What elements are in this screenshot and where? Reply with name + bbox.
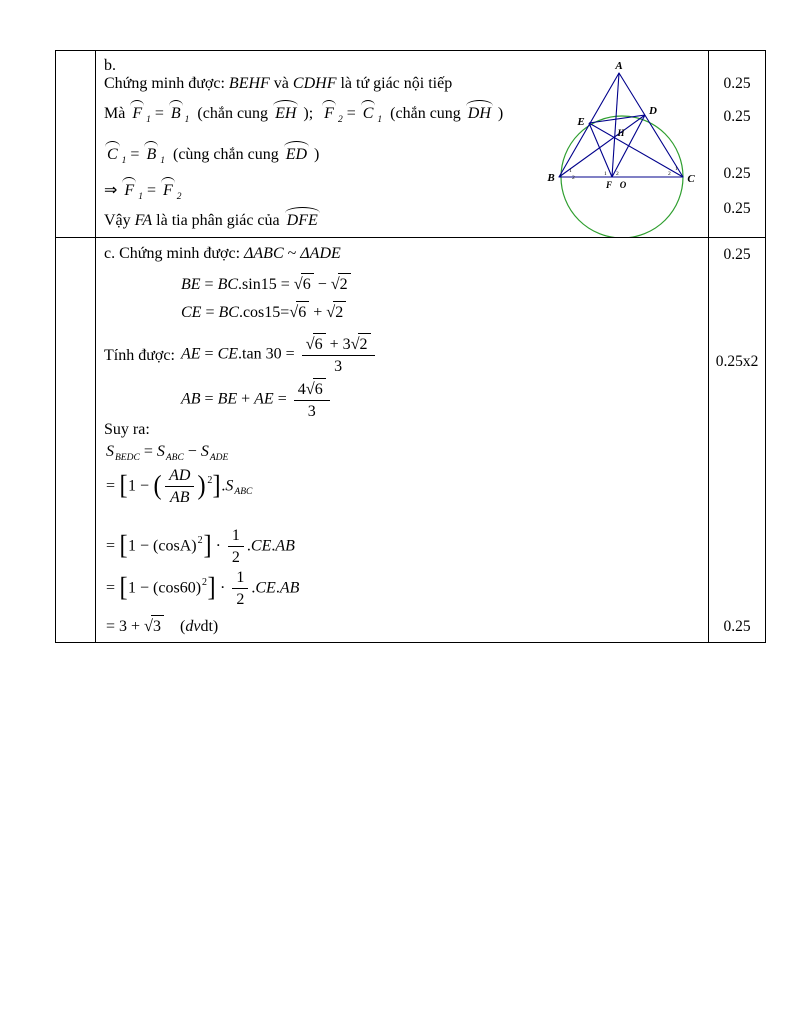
angle-label-f1: 1: [604, 171, 607, 177]
point-label-e: E: [577, 116, 585, 128]
angle-number-labels: [569, 166, 678, 181]
point-label-h: H: [617, 128, 625, 138]
score-value: 0.25: [723, 108, 751, 125]
part-c-statement: c. Chứng minh được: ΔABC ~ ΔADE: [104, 245, 341, 262]
angle-label-b1: 1: [569, 168, 572, 174]
score-value: 0.25: [723, 165, 751, 182]
score-value: 0.25: [723, 75, 751, 92]
proof-line-b3: C $_1$ = B $_1$ (cùng chắn cung ED ): [104, 141, 319, 168]
equation-ae: AE = CE.tan 30 = $\frac{√6 + 3√2}{3}$: [181, 333, 378, 376]
row-c-left-cell: [56, 238, 96, 642]
segment-ef: [589, 123, 612, 177]
proof-line-b1: Chứng minh được: BEHF và CDHF là tứ giác nội tiếp: [104, 75, 453, 92]
part-b-label: b.: [104, 57, 116, 74]
proof-line-b4: ⇒ F $_1$ = F $_2$: [104, 177, 182, 204]
point-label-f: F: [605, 180, 613, 190]
score-value: 0.25: [723, 200, 751, 217]
geometry-diagram: [542, 53, 709, 238]
score-value: 0.25: [723, 246, 751, 263]
equation-ab: AB = BE + AE = $\frac{4√6}{3}$: [181, 378, 333, 421]
score-value: 0.25x2: [715, 353, 759, 370]
score-value: 0.25: [723, 618, 751, 635]
row-b-scores: [709, 51, 765, 238]
row-c-content: [96, 238, 709, 642]
angle-label-f2: 2: [616, 171, 619, 177]
point-label-o: O: [619, 180, 627, 190]
equation-area-2: = [1 − ( $\frac{AD}{AB}$ )$^2].S_{ABC}$: [106, 467, 253, 507]
point-label-c: C: [687, 173, 695, 185]
point-label-b: B: [547, 172, 555, 184]
proof-line-b5: Vậy FA là tia phân giác của DFE: [104, 207, 321, 231]
angle-label-b2: 2: [572, 175, 575, 181]
point-label-a: A: [615, 60, 623, 72]
point-label-d: D: [649, 105, 657, 117]
equation-area-3: = $[1 - (\cos A)^2]$ · $\frac{1}{2}$ .CE.AB: [106, 527, 295, 567]
equation-ce: CE = BC.cos15=√6 + √2: [181, 301, 346, 323]
angle-label-c1: 1: [675, 166, 678, 172]
segment-af: [612, 73, 619, 177]
geometry-figure: [542, 53, 709, 238]
segment-bd: [559, 115, 645, 177]
suy-ra-label: Suy ra:: [104, 421, 150, 438]
equation-be: BE = BC.sin15 = √6 − √2: [181, 273, 351, 295]
angle-label-c2: 2: [668, 171, 671, 177]
segment-df: [612, 115, 645, 177]
point-labels: [546, 60, 695, 190]
equation-area-4: = $[1 - (\cos 60)^2]$ · $\frac{1}{2}$ .CE.AB: [106, 569, 300, 609]
answer-table: [55, 50, 766, 643]
row-b-content: [96, 51, 709, 238]
row-c-scores: [709, 238, 765, 642]
proof-line-b2: Mà F $_1$ = B $_1$ (chắn cung EH ); F $_2$ = C $_1$ (chắn cung DH ): [104, 100, 503, 127]
equation-area-5: = 3 + √3 (dvdt): [106, 616, 219, 635]
tinh-duoc-label: Tính được:: [104, 347, 175, 364]
equation-area-1: $S_{BEDC} = S_{ABC} - S_{ADE}$: [106, 443, 229, 463]
row-b-left-cell: [56, 51, 96, 238]
